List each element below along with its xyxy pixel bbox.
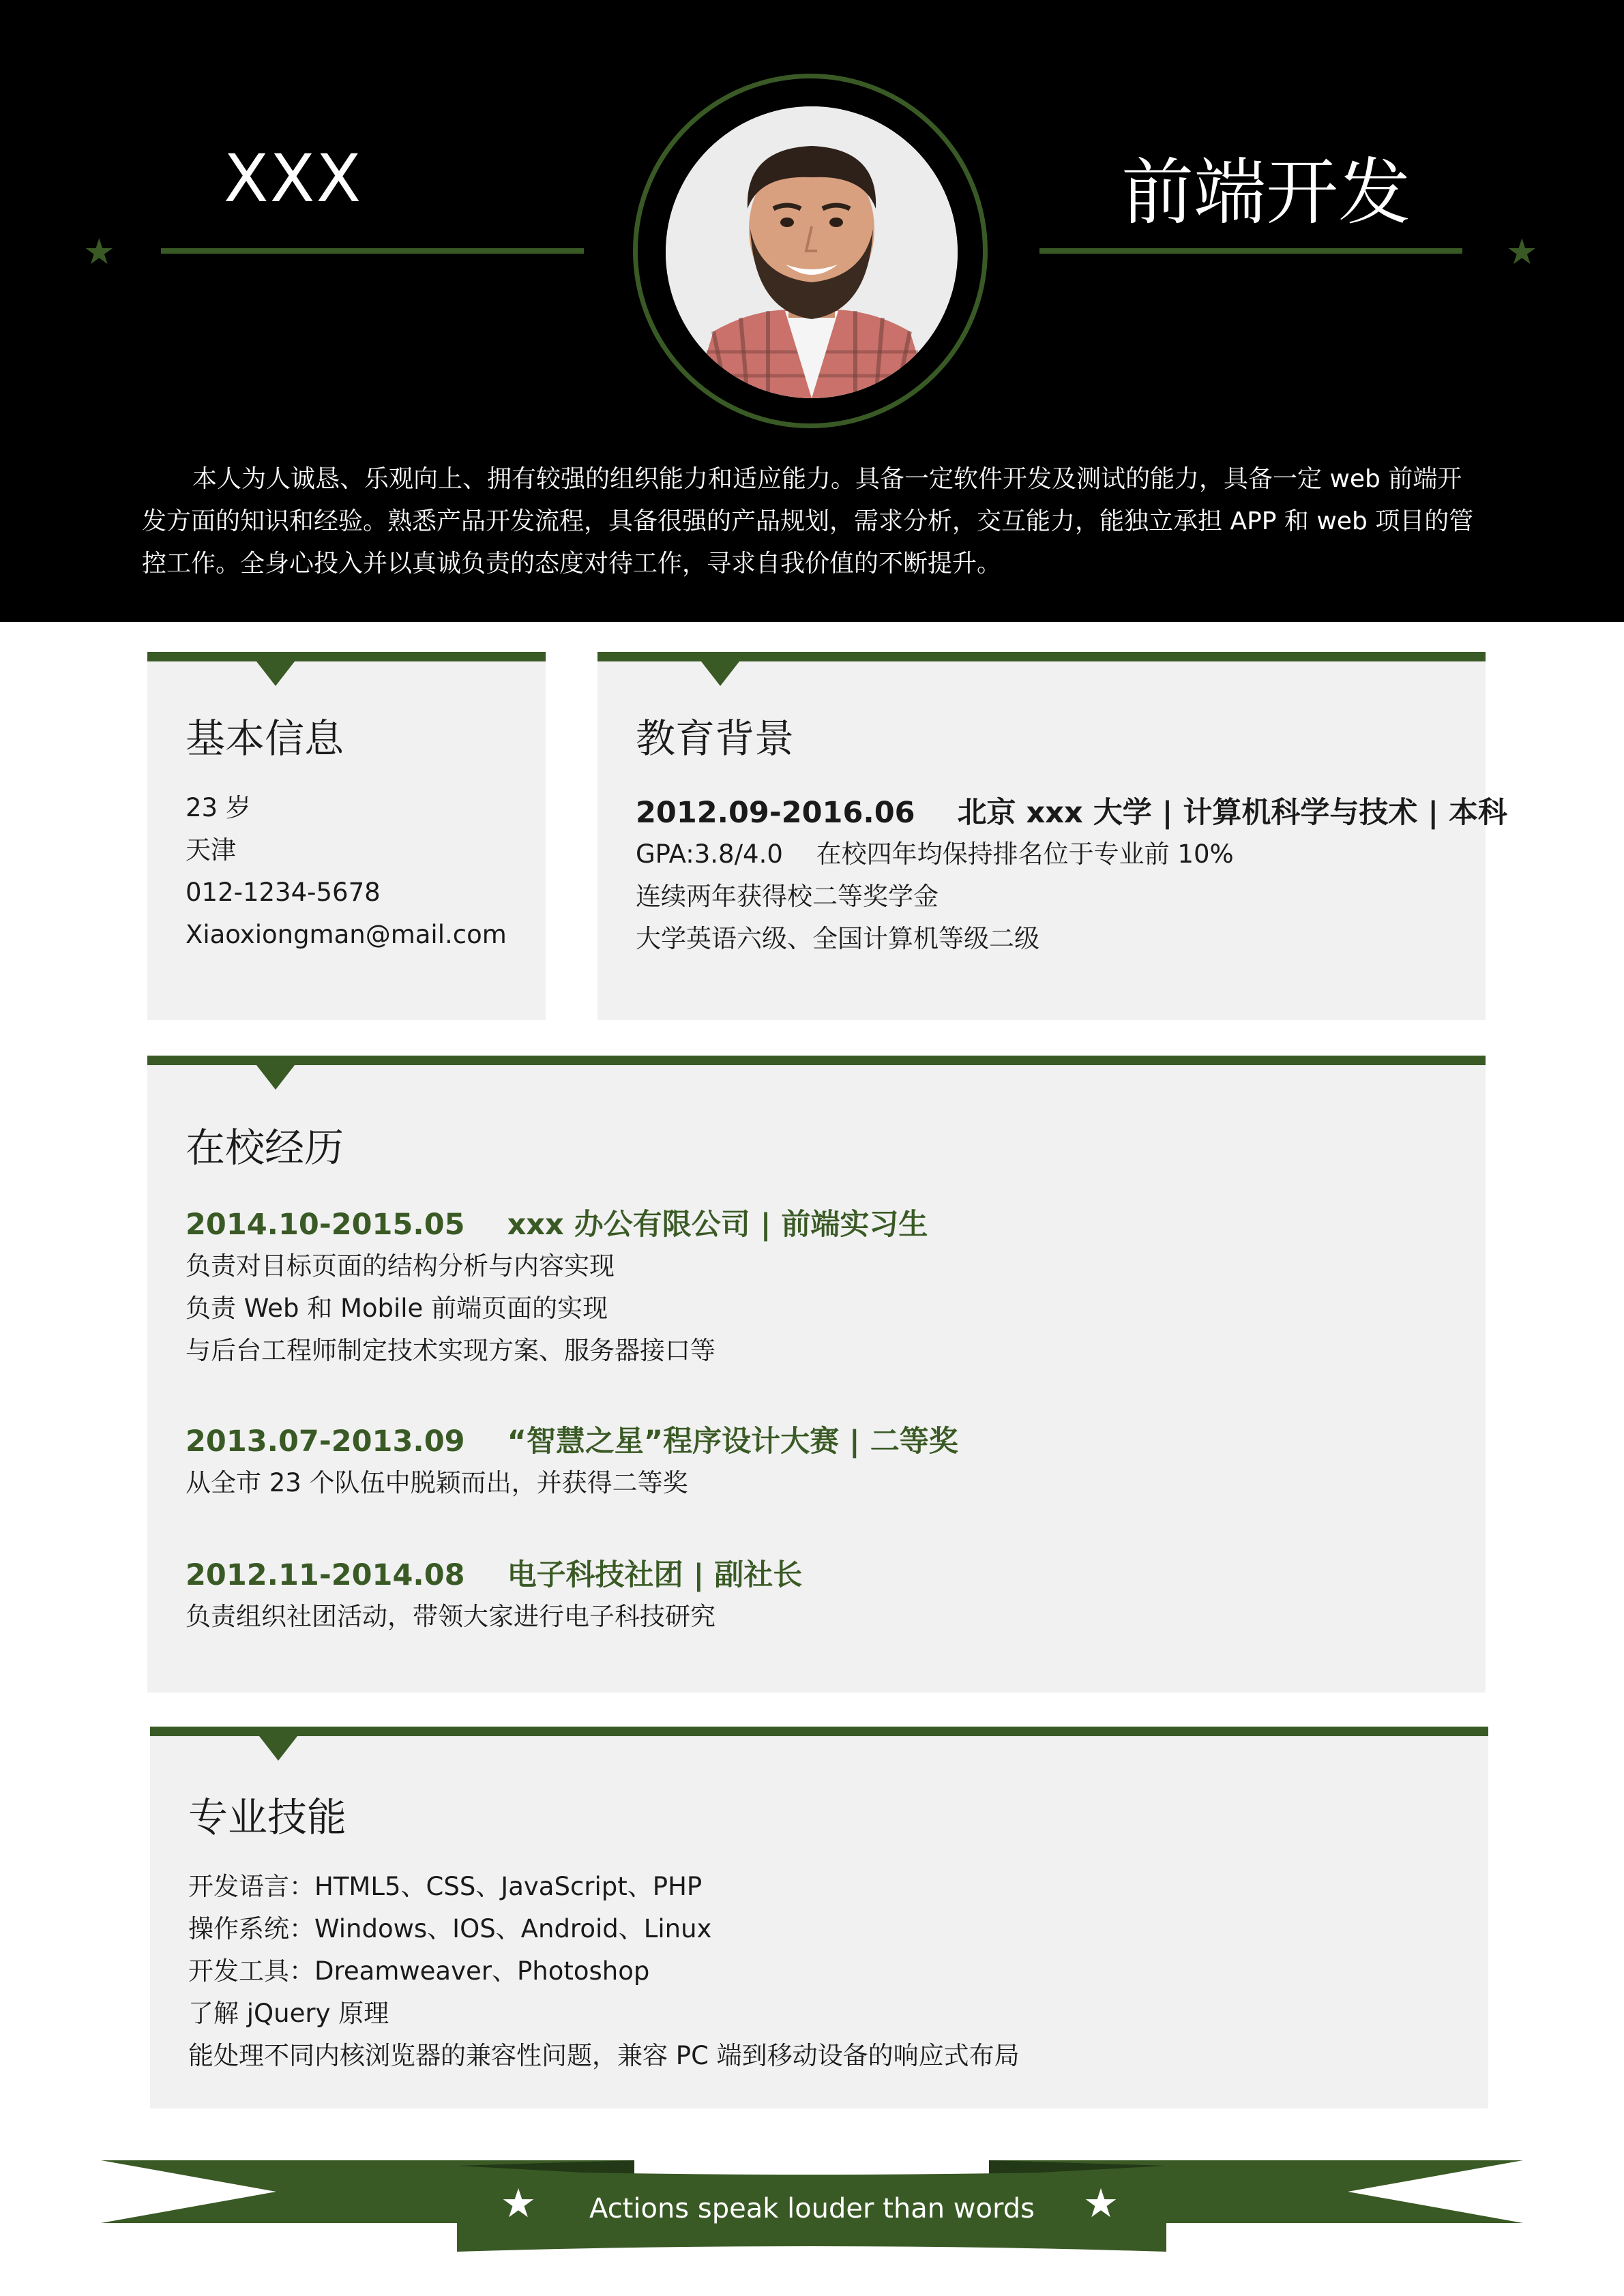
list-item: 了解 jQuery 原理 bbox=[188, 1999, 389, 2028]
star-icon: ★ bbox=[1083, 2180, 1119, 2226]
list-item: 负责对目标页面的结构分析与内容实现 bbox=[186, 1251, 615, 1281]
education-card bbox=[597, 652, 1508, 1020]
email-text: Xiaoxiongman@mail.com bbox=[186, 920, 507, 949]
age-text: 23 岁 bbox=[186, 793, 251, 822]
list-item: 操作系统：Windows、IOS、Android、Linux bbox=[188, 1914, 712, 1943]
experience-details bbox=[186, 1245, 715, 1372]
education-heading bbox=[636, 790, 1507, 831]
list-item: 负责 Web 和 Mobile 前端页面的实现 bbox=[186, 1294, 608, 1323]
experience-heading bbox=[186, 1202, 928, 1243]
experience-role: 电子科技社团 | 副社长 bbox=[507, 1558, 803, 1592]
phone-text: 012-1234-5678 bbox=[186, 878, 381, 907]
header-divider-right bbox=[1039, 248, 1462, 254]
list-item: 开发语言：HTML5、CSS、JavaScript、PHP bbox=[188, 1872, 703, 1901]
list-item: 能处理不同内核浏览器的兼容性问题，兼容 PC 端到移动设备的响应式布局 bbox=[188, 2041, 1020, 2070]
header-banner bbox=[0, 0, 1624, 622]
education-date: 2012.09-2016.06 bbox=[636, 796, 915, 830]
footer-motto: Actions speak louder than words bbox=[589, 2193, 1035, 2224]
skills-list bbox=[188, 1866, 1020, 2077]
list-item: 开发工具：Dreamweaver、Photoshop bbox=[188, 1956, 650, 1986]
candidate-name: XXX bbox=[224, 140, 363, 217]
list-item: 从全市 23 个队伍中脱颖而出，并获得二等奖 bbox=[186, 1468, 688, 1497]
section-notch bbox=[256, 661, 295, 686]
experience-title: 在校经历 bbox=[186, 1124, 344, 1171]
list-item: 负责组织社团活动，带领大家进行电子科技研究 bbox=[186, 1602, 715, 1631]
list-item: 与后台工程师制定技术实现方案、服务器接口等 bbox=[186, 1336, 715, 1365]
basic-info-card bbox=[147, 652, 546, 1020]
skills-card bbox=[150, 1727, 1488, 2108]
experience-heading bbox=[186, 1418, 958, 1460]
self-introduction: 本人为人诚恳、乐观向上、拥有较强的组织能力和适应能力。具备一定软件开发及测试的能力，具备一定 web 前端开发方面的知识和经验。熟悉产品开发流程，具备很强的产品规划，需求分析，交互能力，能独立承担 APP 和 web 项目的管控工作。全身心投入并以真诚负责的态度对待工作，寻求自我价值的不断提升。 bbox=[142, 465, 1474, 578]
experience-heading bbox=[186, 1552, 802, 1594]
avatar bbox=[666, 106, 958, 398]
education-title: 教育背景 bbox=[636, 715, 795, 762]
section-notch bbox=[256, 1065, 295, 1090]
job-title: 前端开发 bbox=[1121, 151, 1411, 235]
experience-date: 2014.10-2015.05 bbox=[186, 1208, 465, 1242]
section-notch bbox=[701, 661, 739, 686]
experience-date: 2012.11-2014.08 bbox=[186, 1558, 465, 1592]
basic-info-list bbox=[186, 787, 507, 956]
experience-date: 2013.07-2013.09 bbox=[186, 1425, 465, 1459]
section-notch bbox=[259, 1736, 297, 1761]
star-icon: ★ bbox=[83, 232, 115, 273]
experience-card bbox=[147, 1056, 1486, 1693]
header-divider-left bbox=[161, 248, 584, 254]
list-item: GPA:3.8/4.0 在校四年均保持排名位于专业前 10% bbox=[636, 839, 1234, 869]
basic-info-title: 基本信息 bbox=[186, 715, 344, 762]
experience-role: “智慧之星”程序设计大赛 | 二等奖 bbox=[507, 1425, 958, 1459]
experience-details bbox=[186, 1462, 688, 1504]
star-icon: ★ bbox=[1506, 232, 1538, 273]
list-item: 连续两年获得校二等奖学金 bbox=[636, 882, 939, 911]
skills-title: 专业技能 bbox=[188, 1794, 347, 1840]
location-text: 天津 bbox=[186, 835, 236, 865]
list-item: 大学英语六级、全国计算机等级二级 bbox=[636, 924, 1039, 953]
experience-details bbox=[186, 1596, 715, 1638]
experience-role: xxx 办公有限公司 | 前端实习生 bbox=[507, 1208, 928, 1242]
education-details bbox=[636, 833, 1234, 960]
education-school: 北京 xxx 大学 | 计算机科学与技术 | 本科 bbox=[957, 796, 1508, 830]
star-icon: ★ bbox=[501, 2180, 536, 2226]
